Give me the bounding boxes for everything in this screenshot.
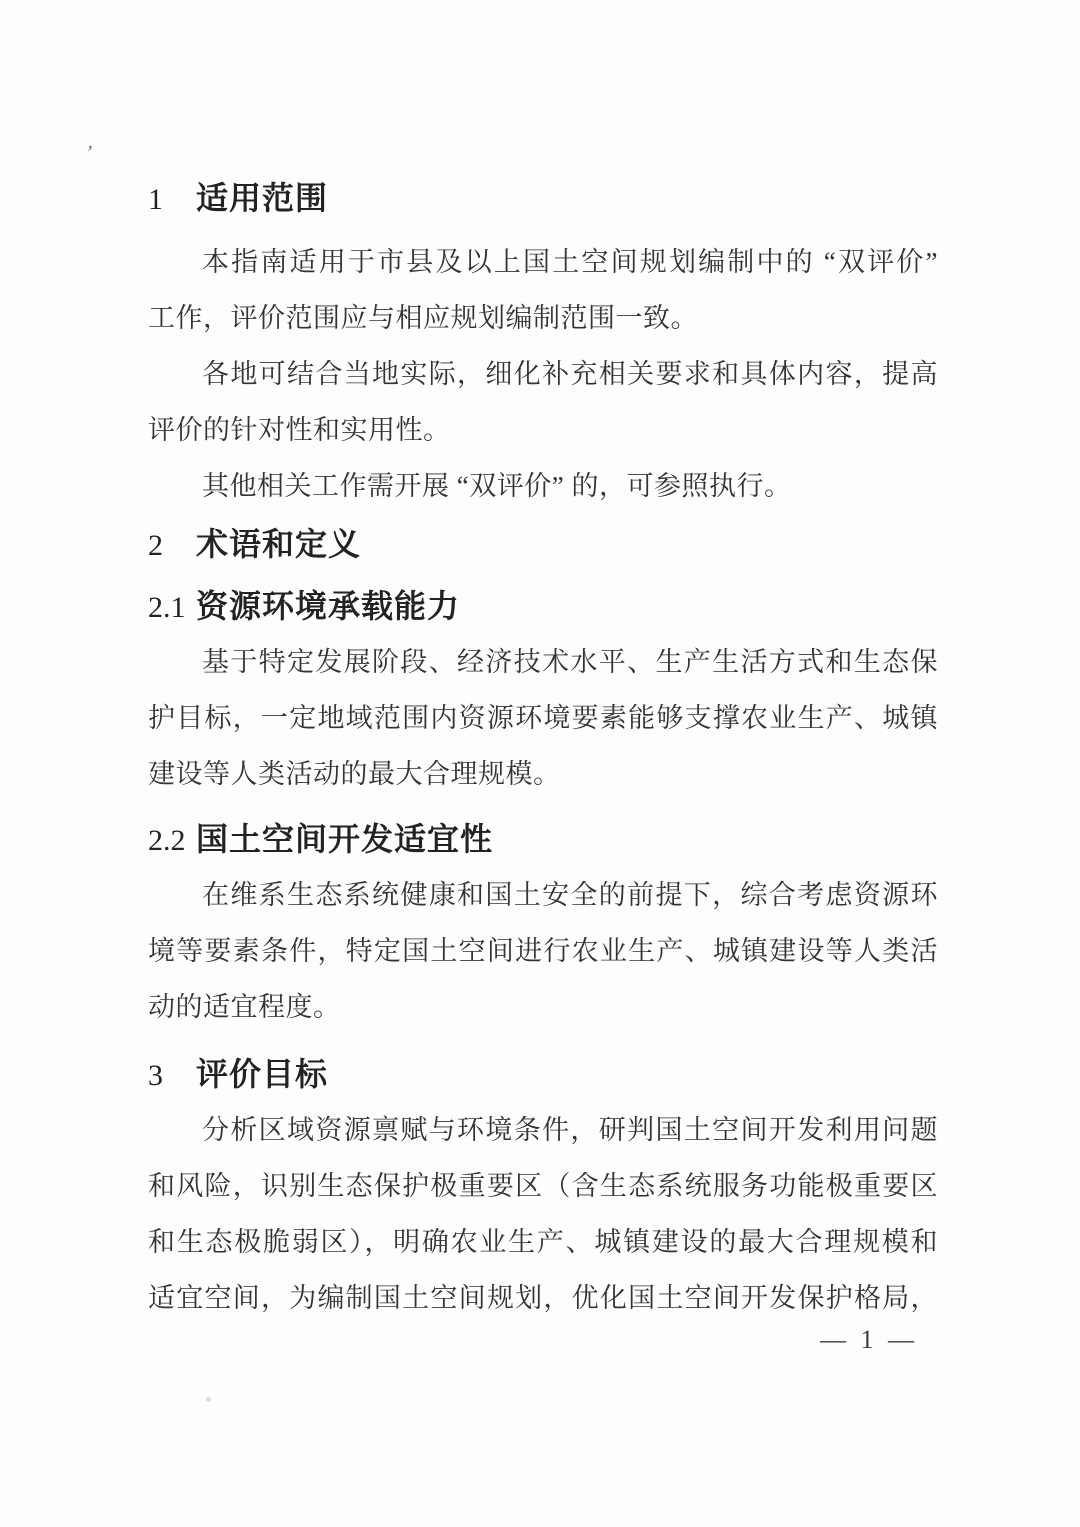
paragraph-line: 动的适宜程度。: [148, 992, 341, 1022]
heading-title: 术语和定义: [196, 526, 362, 562]
heading-title: 评价目标: [196, 1056, 329, 1092]
paragraph-line: 建设等人类活动的最大合理规模。: [148, 759, 561, 789]
heading-title: 适用范围: [196, 180, 329, 216]
paragraph-line: 护目标，一定地域范围内资源环境要素能够支撑农业生产、城镇: [148, 703, 938, 733]
heading-title: 资源环境承载能力: [196, 588, 461, 624]
section-heading-2-1: [148, 578, 938, 634]
heading-title: 国土空间开发适宜性: [196, 821, 494, 857]
heading-number: 2.1: [148, 591, 186, 624]
document-body: [148, 170, 938, 1326]
paragraph-line: 其他相关工作需开展 “双评价” 的，可参照执行。: [202, 471, 792, 501]
paragraph-line: 在维系生态系统健康和国土安全的前提下，综合考虑资源环: [202, 880, 938, 910]
section-heading-1: [148, 170, 938, 226]
section-heading-2-2: [148, 811, 938, 867]
heading-number: 3: [148, 1059, 163, 1092]
paragraph-line: 和风险，识别生态保护极重要区（含生态系统服务功能极重要区: [148, 1171, 938, 1201]
paragraph-line: 评价的针对性和实用性。: [148, 415, 451, 445]
paragraph-line: 各地可结合当地实际，细化补充相关要求和具体内容，提高: [202, 359, 938, 389]
paragraph-line: 基于特定发展阶段、经济技术水平、生产生活方式和生态保: [202, 647, 938, 677]
paragraph-line: 本指南适用于市县及以上国土空间规划编制中的 “双评价”: [202, 247, 938, 277]
scan-artifact-mark: ’: [84, 141, 95, 165]
paragraph-line: 分析区域资源禀赋与环境条件，研判国土空间开发利用问题: [202, 1115, 938, 1145]
paragraph-line: 适宜空间，为编制国土空间规划，优化国土空间开发保护格局，: [148, 1283, 938, 1313]
heading-number: 2.2: [148, 824, 186, 857]
section-heading-2: [148, 516, 938, 572]
paragraph-line: 和生态极脆弱区），明确农业生产、城镇建设的最大合理规模和: [148, 1227, 938, 1257]
section-heading-3: [148, 1046, 938, 1102]
paragraph-line: 境等要素条件，特定国土空间进行农业生产、城镇建设等人类活: [148, 936, 938, 966]
paragraph-line: 工作，评价范围应与相应规划编制范围一致。: [148, 303, 698, 333]
heading-number: 1: [148, 183, 163, 216]
page-number: — 1 —: [820, 1325, 918, 1354]
scan-artifact-dot: [206, 1397, 211, 1402]
heading-number: 2: [148, 529, 163, 562]
